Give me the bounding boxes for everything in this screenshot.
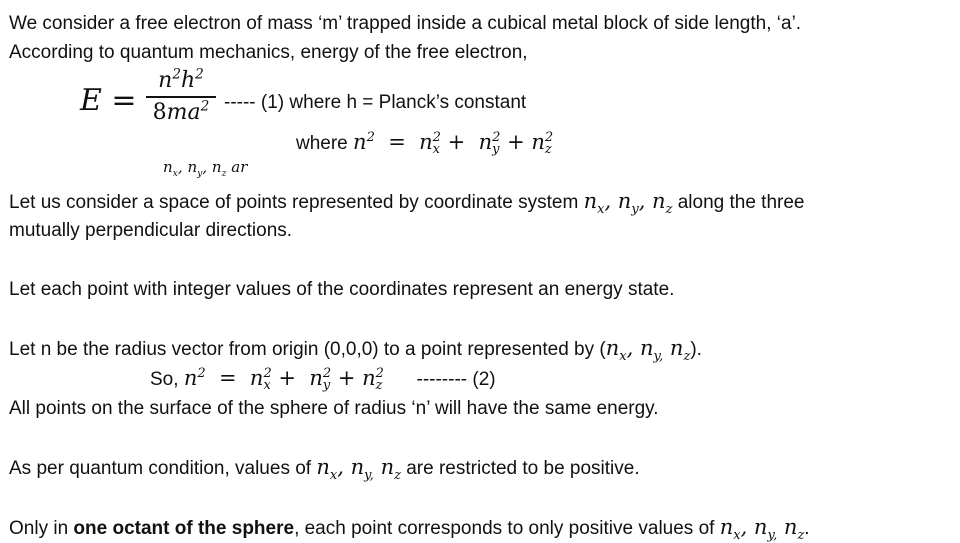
equation-1-tag: ----- (1) where h = Planck’s constant <box>224 92 527 113</box>
equation-1-numerator: $n^2h^2$ <box>158 66 204 93</box>
intro-line-2: According to quantum mechanics, energy of the free electron, <box>9 42 528 63</box>
equation-1-lhs: E = <box>80 83 137 118</box>
coordinate-note: $n_x$, $n_y$, $n_z$ ar <box>163 158 248 179</box>
radius-line: Let n be the radius vector from origin (0,0,0) to a point represented by ($n_x$, $n_{y,}$ $n_z$). <box>9 336 702 365</box>
octant-bold-text: one octant of the sphere <box>73 518 295 539</box>
octant-line: Only in one octant of the sphere, each point corresponds to only positive values of $n_x$, $n_{y,}$ $n_z$. <box>9 515 810 543</box>
intro-line-1: We consider a free electron of mass ‘m’ trapped inside a cubical metal block of side length, ‘a’. <box>9 13 802 34</box>
space-line-1: Let us consider a space of points represented by coordinate system $n_x$, $n_y$, $n_z$ along the three <box>9 189 805 218</box>
equation-1-fraction <box>146 68 216 126</box>
where-n-squared: where $n^2 = n$ 2 x + n 2 y + n 2 z <box>296 129 554 157</box>
equation-1-denominator: $8ma^2$ <box>152 98 210 125</box>
space-line-2: mutually perpendicular directions. <box>9 220 293 241</box>
quantum-condition-line: As per quantum condition, values of $n_x$, $n_{y,}$ $n_z$ are restricted to be positive. <box>9 455 640 484</box>
sphere-surface-line: All points on the surface of the sphere of radius ‘n’ will have the same energy. <box>9 398 659 419</box>
integer-point-line: Let each point with integer values of the coordinates represent an energy state. <box>9 279 675 300</box>
equation-2: So, $n^2 = n$ 2 x + n 2 y + n 2 z -------- (2) <box>150 365 496 393</box>
